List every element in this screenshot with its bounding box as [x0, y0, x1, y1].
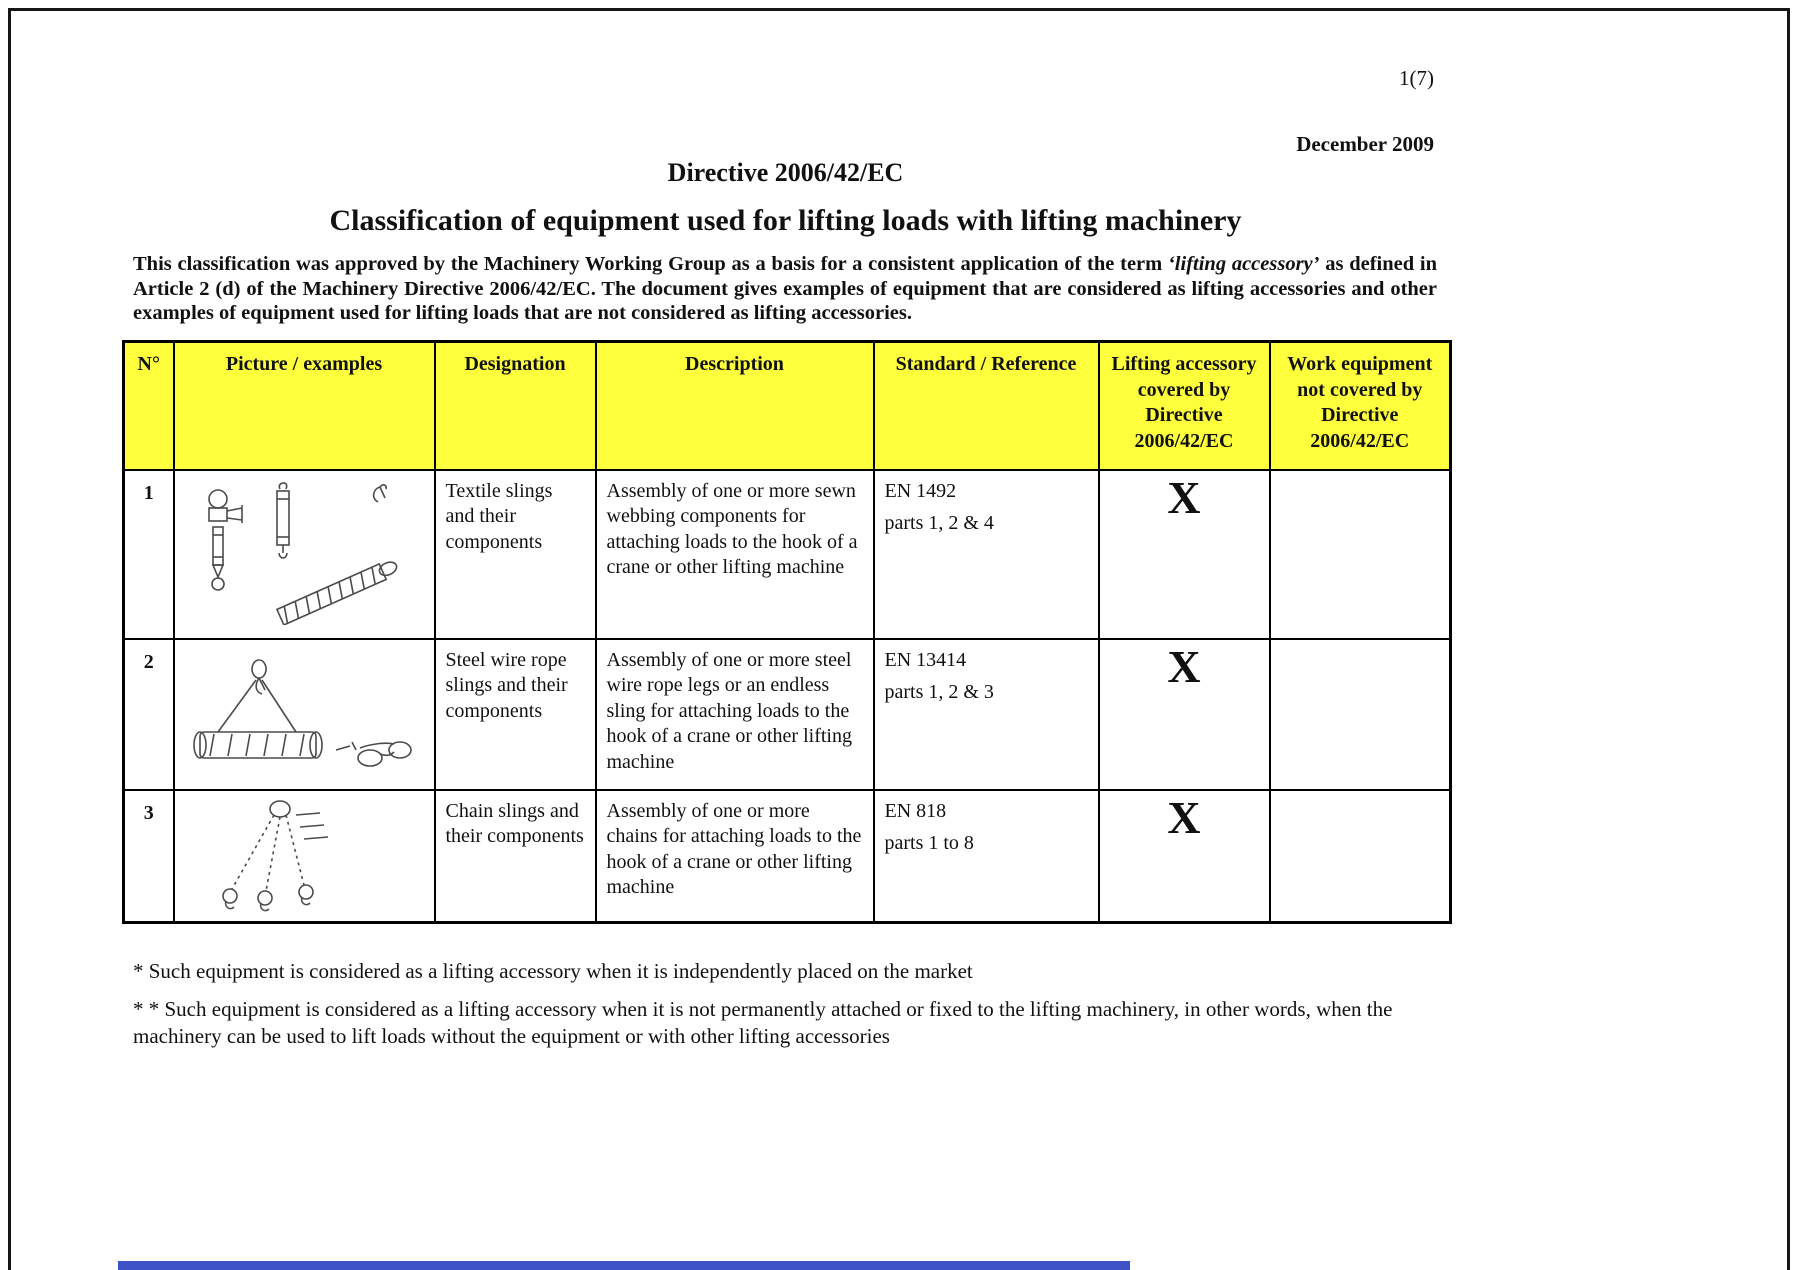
title-block: [122, 158, 1449, 238]
standard-cell: [874, 790, 1099, 923]
picture-cell: [174, 470, 435, 639]
col-header-description: Description: [596, 342, 874, 470]
work-equipment-cell: [1270, 790, 1451, 923]
picture-cell: [174, 790, 435, 923]
standard-parts: parts 1, 2 & 3: [884, 681, 994, 704]
standard-parts: parts 1 to 8: [884, 832, 974, 855]
document-title: Directive 2006/42/EC: [667, 158, 904, 187]
lifting-accessory-cell: [1099, 790, 1270, 923]
col-header-lifting-accessory: Lifting accessory covered by Directive 2006/42/EC: [1099, 342, 1270, 470]
standard-name: EN 1492: [884, 479, 957, 502]
standard-cell: [874, 470, 1099, 639]
document-subtitle: Classification of equipment used for lifting loads with lifting machinery: [329, 204, 1242, 237]
intro-text-italic: ‘lifting accessory’: [1167, 253, 1320, 275]
work-equipment-cell: [1270, 639, 1451, 790]
standard-name: EN 818: [884, 799, 947, 822]
standard-cell: [874, 639, 1099, 790]
table-row: [124, 470, 1451, 639]
lifting-accessory-cell: [1099, 639, 1270, 790]
document-date: December 2009: [1296, 132, 1434, 156]
designation-cell: Chain slings and their components: [435, 790, 596, 923]
textile-slings-icon: [184, 477, 424, 625]
standard-name: EN 13414: [884, 648, 967, 671]
page-number: 1(7): [1399, 66, 1434, 90]
table-row: [124, 639, 1451, 790]
row-number: 3: [124, 790, 174, 923]
col-header-designation: Designation: [435, 342, 596, 470]
designation-cell: Steel wire rope slings and their components: [435, 639, 596, 790]
intro-text-before: This classification was approved by the Machinery Working Group as a basis for a consistent application of the term: [133, 253, 1168, 275]
work-equipment-cell: [1270, 470, 1451, 639]
description-cell: Assembly of one or more chains for attaching loads to the hook of a crane or other lifting machine: [596, 790, 874, 923]
row-number: 2: [124, 639, 174, 790]
col-header-standard: Standard / Reference: [874, 342, 1099, 470]
steel-wire-rope-slings-icon: [184, 646, 424, 782]
footnote-double-asterisk: * * Such equipment is considered as a lifting accessory when it is not permanently attached or fixed to the lifting machinery, in other words, when the machinery can be used to lift loads without the equipment or with other lifting accessories: [133, 997, 1393, 1049]
designation-cell: Textile slings and their components: [435, 470, 596, 639]
row-number: 1: [124, 470, 174, 639]
col-header-work-equipment: Work equipment not covered by Directive 2006/42/EC: [1270, 342, 1451, 470]
standard-parts: parts 1, 2 & 4: [884, 512, 994, 535]
lifting-accessory-mark: X: [1167, 471, 1201, 523]
intro-paragraph: [133, 252, 1437, 326]
chain-slings-icon: [184, 797, 424, 915]
col-header-number: N°: [124, 342, 174, 470]
description-cell: Assembly of one or more sewn webbing components for attaching loads to the hook of a crane or other lifting machine: [596, 470, 874, 639]
col-header-picture: Picture / examples: [174, 342, 435, 470]
lifting-accessory-cell: [1099, 470, 1270, 639]
picture-cell: [174, 639, 435, 790]
description-cell: Assembly of one or more steel wire rope legs or an endless sling for attaching loads to the hook of a crane or other lifting machine: [596, 639, 874, 790]
table-header-row: [124, 342, 1451, 470]
bottom-blue-strip: [118, 1261, 1130, 1270]
classification-table: [122, 340, 1452, 924]
footnote-single-asterisk: * Such equipment is considered as a lifting accessory when it is independently placed on the market: [133, 959, 973, 983]
intro-text-after: as defined in Article 2 (d) of the Machinery Directive 2006/42/EC. The document gives examples of equipment that are considered as lifting accessories and other examples of equipment used for lifting loads that are not considered as lifting accessories.: [133, 253, 1438, 325]
table-row: [124, 790, 1451, 923]
lifting-accessory-mark: X: [1167, 791, 1201, 843]
lifting-accessory-mark: X: [1167, 640, 1201, 692]
